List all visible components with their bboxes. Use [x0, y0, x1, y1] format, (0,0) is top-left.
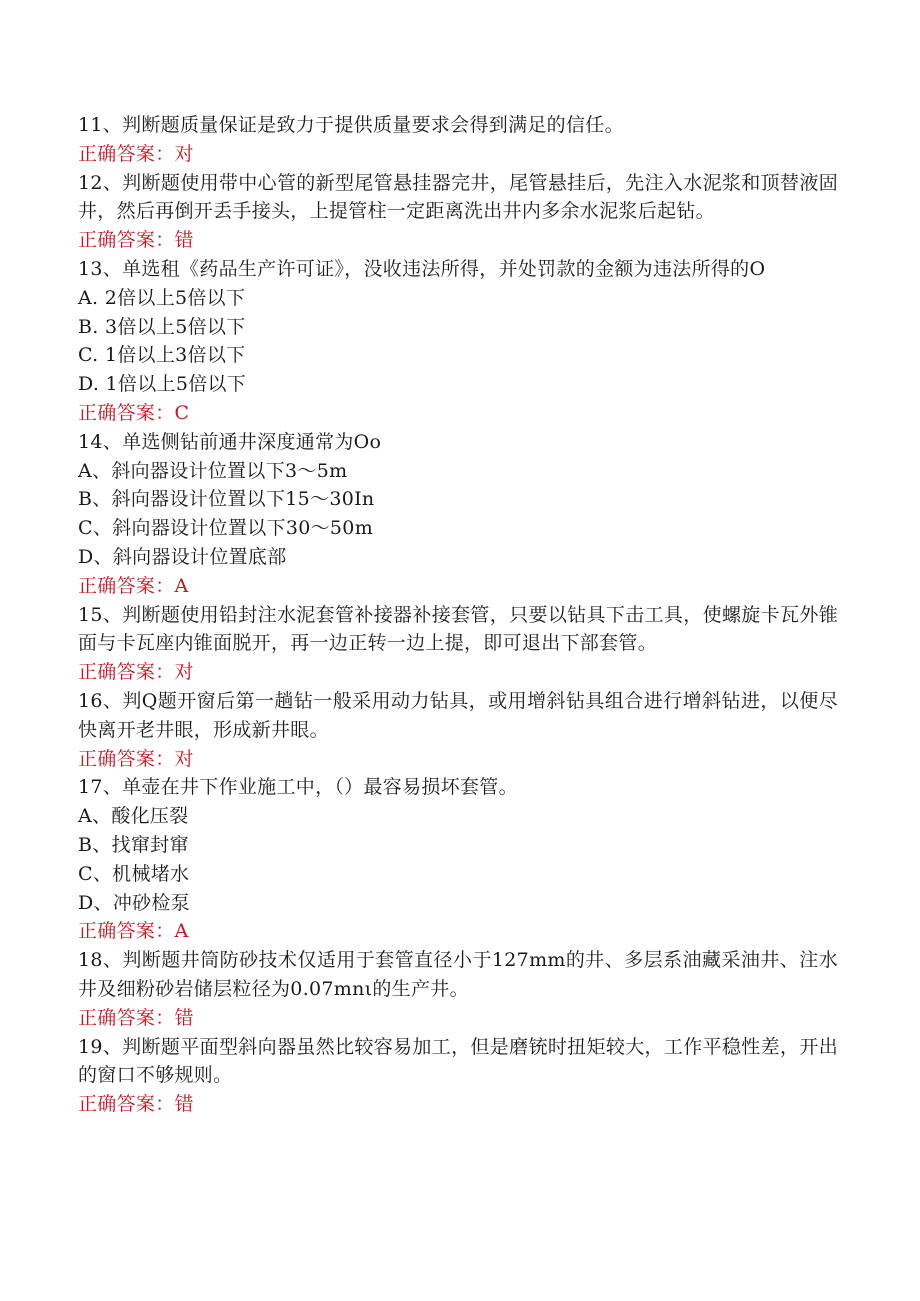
- answer-value: 错: [174, 229, 194, 252]
- answer-line: [78, 745, 838, 774]
- question-item: [78, 601, 838, 659]
- answer-line: [78, 226, 838, 255]
- answer-label: 正确答案：: [78, 920, 175, 943]
- option-b: B. 3倍以上5倍以下: [78, 315, 246, 338]
- answer-line: [78, 572, 838, 601]
- answer-line: [78, 1090, 838, 1119]
- option-b: B、斜向器设计位置以下15～30In: [78, 488, 375, 511]
- option-d: D. 1倍以上5倍以下: [78, 373, 247, 396]
- answer-line: [78, 658, 838, 687]
- question-item: [78, 111, 838, 140]
- question-text: 16、判Q题开窗后第一趟钻一般采用动力钻具，或用增斜钻具组合进行增斜钻进，以便尽快离开老井眼，形成新井眼。: [78, 689, 838, 741]
- question-text: 11、判断题质量保证是致力于提供质量要求会得到满足的信任。: [78, 114, 624, 136]
- question-text: 19、判断题平面型斜向器虽然比较容易加工，但是磨铳时扭矩较大，工作平稳性差，开出的窗口不够规则。: [78, 1035, 838, 1087]
- answer-value: A: [174, 920, 189, 943]
- option-a: A. 2倍以上5倍以下: [78, 286, 246, 309]
- option-a: A、斜向器设计位置以下3～5m: [78, 459, 348, 482]
- answer-label: 正确答案：: [78, 401, 175, 424]
- answer-line: [78, 140, 838, 169]
- answer-value: 对: [174, 661, 194, 684]
- answer-value: 对: [174, 142, 194, 165]
- answer-value: 错: [174, 1006, 194, 1029]
- answer-label: 正确答案：: [78, 1093, 175, 1116]
- answer-line: [78, 399, 838, 428]
- answer-value: 错: [174, 1093, 194, 1116]
- option-c: C、机械堵水: [78, 862, 190, 885]
- question-item: [78, 773, 838, 802]
- question-text: 14、单选侧钻前通井深度通常为Oo: [78, 430, 382, 453]
- answer-value: C: [174, 401, 190, 424]
- question-item: [78, 1033, 838, 1091]
- option-c: C、斜向器设计位置以下30～50m: [78, 517, 374, 540]
- answer-line: [78, 1004, 838, 1033]
- question-item: [78, 428, 838, 457]
- answer-value: A: [174, 574, 189, 597]
- answer-label: 正确答案：: [78, 574, 175, 597]
- question-item: [78, 946, 838, 1004]
- question-text: 18、判断题井筒防砂技术仅适用于套管直径小于127mm的井、多层系油藏采油井、注水井及细粉砂岩储层粒径为0.07mnι的生产井。: [78, 949, 838, 1000]
- question-text: 12、判断题使用带中心管的新型尾管悬挂器完井，尾管悬挂后，先注入水泥浆和顶替液固井，然后再倒开丢手接头，上提管柱一定距离洗出井内多余水泥浆后起钻。: [78, 171, 838, 223]
- document-page: [78, 111, 838, 1119]
- question-text: 17、单壶在井下作业施工中，（）最容易损坏套管。: [78, 776, 518, 799]
- question-item: [78, 687, 838, 745]
- answer-label: 正确答案：: [78, 142, 175, 165]
- answer-label: 正确答案：: [78, 661, 175, 684]
- option-d: D、冲砂检泵: [78, 891, 191, 914]
- option-b: B、找窜封窜: [78, 833, 189, 856]
- answer-line: [78, 917, 838, 946]
- option-a: A、酸化压裂: [78, 805, 189, 828]
- question-text: 15、判断题使用铅封注水泥套管补接器补接套管，只要以钻具下击工具，使螺旋卡瓦外锥面与卡瓦座内锥面脱开，再一边正转一边上提，即可退出下部套管。: [78, 603, 838, 655]
- question-item: [78, 169, 838, 227]
- option-d: D、斜向器设计位置底部: [78, 545, 287, 568]
- question-text: 13、单选租《药品生产许可证》，没收违法所得，并处罚款的金额为违法所得的O: [78, 257, 766, 280]
- answer-label: 正确答案：: [78, 1006, 175, 1029]
- question-item: [78, 255, 838, 284]
- option-c: C. 1倍以上3倍以下: [78, 344, 246, 367]
- answer-label: 正确答案：: [78, 747, 175, 770]
- answer-label: 正确答案：: [78, 229, 175, 252]
- answer-value: 对: [174, 747, 194, 770]
